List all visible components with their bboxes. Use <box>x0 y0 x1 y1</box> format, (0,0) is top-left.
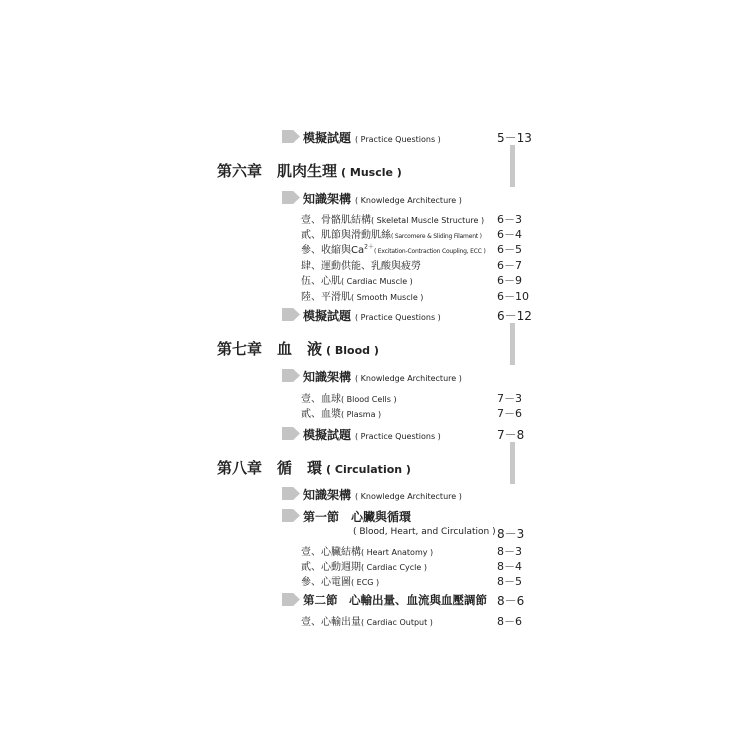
toc-item[interactable]: 壹、血球( Blood Cells ) <box>301 394 397 405</box>
chapter-divider-bar <box>510 323 515 365</box>
toc-item[interactable]: 壹、心輸出量( Cardiac Output ) <box>301 617 433 628</box>
toc-entry-ch7-practice[interactable]: 模擬試題 ( Practice Questions ) <box>303 428 441 442</box>
toc-entry-ch8-knowledge[interactable]: 知識架構 ( Knowledge Architecture ) <box>303 488 462 502</box>
toc-entry-ch8-section1[interactable]: 第一節 心臟與循環 <box>303 510 412 524</box>
section-marker-icon <box>282 427 300 440</box>
toc-entry-ch6-knowledge[interactable]: 知識架構 ( Knowledge Architecture ) <box>303 192 462 206</box>
page-number: 6－7 <box>497 259 522 272</box>
page-number: 8－6 <box>497 594 525 608</box>
toc-item[interactable]: 肆、運動供能、乳酸與疲勞 <box>301 261 421 272</box>
section-marker-icon <box>282 369 300 382</box>
toc-item[interactable]: 貳、血漿( Plasma ) <box>301 409 382 420</box>
toc-item[interactable]: 壹、心臟結構( Heart Anatomy ) <box>301 547 434 558</box>
toc-item[interactable]: 伍、心肌( Cardiac Muscle ) <box>301 276 413 287</box>
page-number: 6－9 <box>497 274 522 287</box>
page-number: 5－13 <box>497 131 532 145</box>
page-number: 7－8 <box>497 428 525 442</box>
page-number: 6－12 <box>497 309 532 323</box>
page-number: 6－10 <box>497 290 529 303</box>
chapter-heading-7[interactable]: 第七章 血 液 ( Blood ) <box>217 340 379 358</box>
chapter-heading-8[interactable]: 第八章 循 環 ( Circulation ) <box>217 459 411 477</box>
section-english-title: ( Blood, Heart, and Circulation ) <box>353 527 496 537</box>
toc-item[interactable]: 參、心電圖( ECG ) <box>301 577 380 588</box>
page-number: 8－3 <box>497 545 522 558</box>
toc-entry-ch8-section2[interactable]: 第二節 心輸出量、血流與血壓調節 <box>303 593 487 607</box>
toc-item[interactable]: 壹、骨骼肌結構( Skeletal Muscle Structure ) <box>301 215 485 226</box>
toc-item[interactable]: 貳、肌節與滑動肌絲( Sarcomere & Sliding Filament ) <box>301 230 482 241</box>
toc-item[interactable]: 陸、平滑肌( Smooth Muscle ) <box>301 292 424 303</box>
page-number: 6－4 <box>497 228 522 241</box>
page-number: 8－6 <box>497 615 522 628</box>
page-number: 8－3 <box>497 527 525 541</box>
toc-entry-ch5-practice[interactable]: 模擬試題 ( Practice Questions ) <box>303 131 441 145</box>
section-marker-icon <box>282 509 300 522</box>
page-number: 6－5 <box>497 243 522 256</box>
toc-item[interactable]: 參、收縮與$Ca^{2+}$( Excitation-Contraction Coupling, ECC ) <box>301 243 486 256</box>
section-marker-icon <box>282 593 300 606</box>
chapter-divider-bar <box>510 442 515 484</box>
section-marker-icon <box>282 191 300 204</box>
section-marker-icon <box>282 487 300 500</box>
page-number: 8－4 <box>497 560 522 573</box>
page-number: 7－6 <box>497 407 522 420</box>
chapter-heading-6[interactable]: 第六章 肌肉生理 ( Muscle ) <box>217 162 402 180</box>
toc-entry-ch6-practice[interactable]: 模擬試題 ( Practice Questions ) <box>303 309 441 323</box>
page-number: 8－5 <box>497 575 522 588</box>
section-marker-icon <box>282 308 300 321</box>
toc-item[interactable]: 貳、心動週期( Cardiac Cycle ) <box>301 562 427 573</box>
page-number: 7－3 <box>497 392 522 405</box>
page-number: 6－3 <box>497 213 522 226</box>
chapter-divider-bar <box>510 145 515 187</box>
toc-entry-ch7-knowledge[interactable]: 知識架構 ( Knowledge Architecture ) <box>303 370 462 384</box>
section-marker-icon <box>282 130 300 143</box>
